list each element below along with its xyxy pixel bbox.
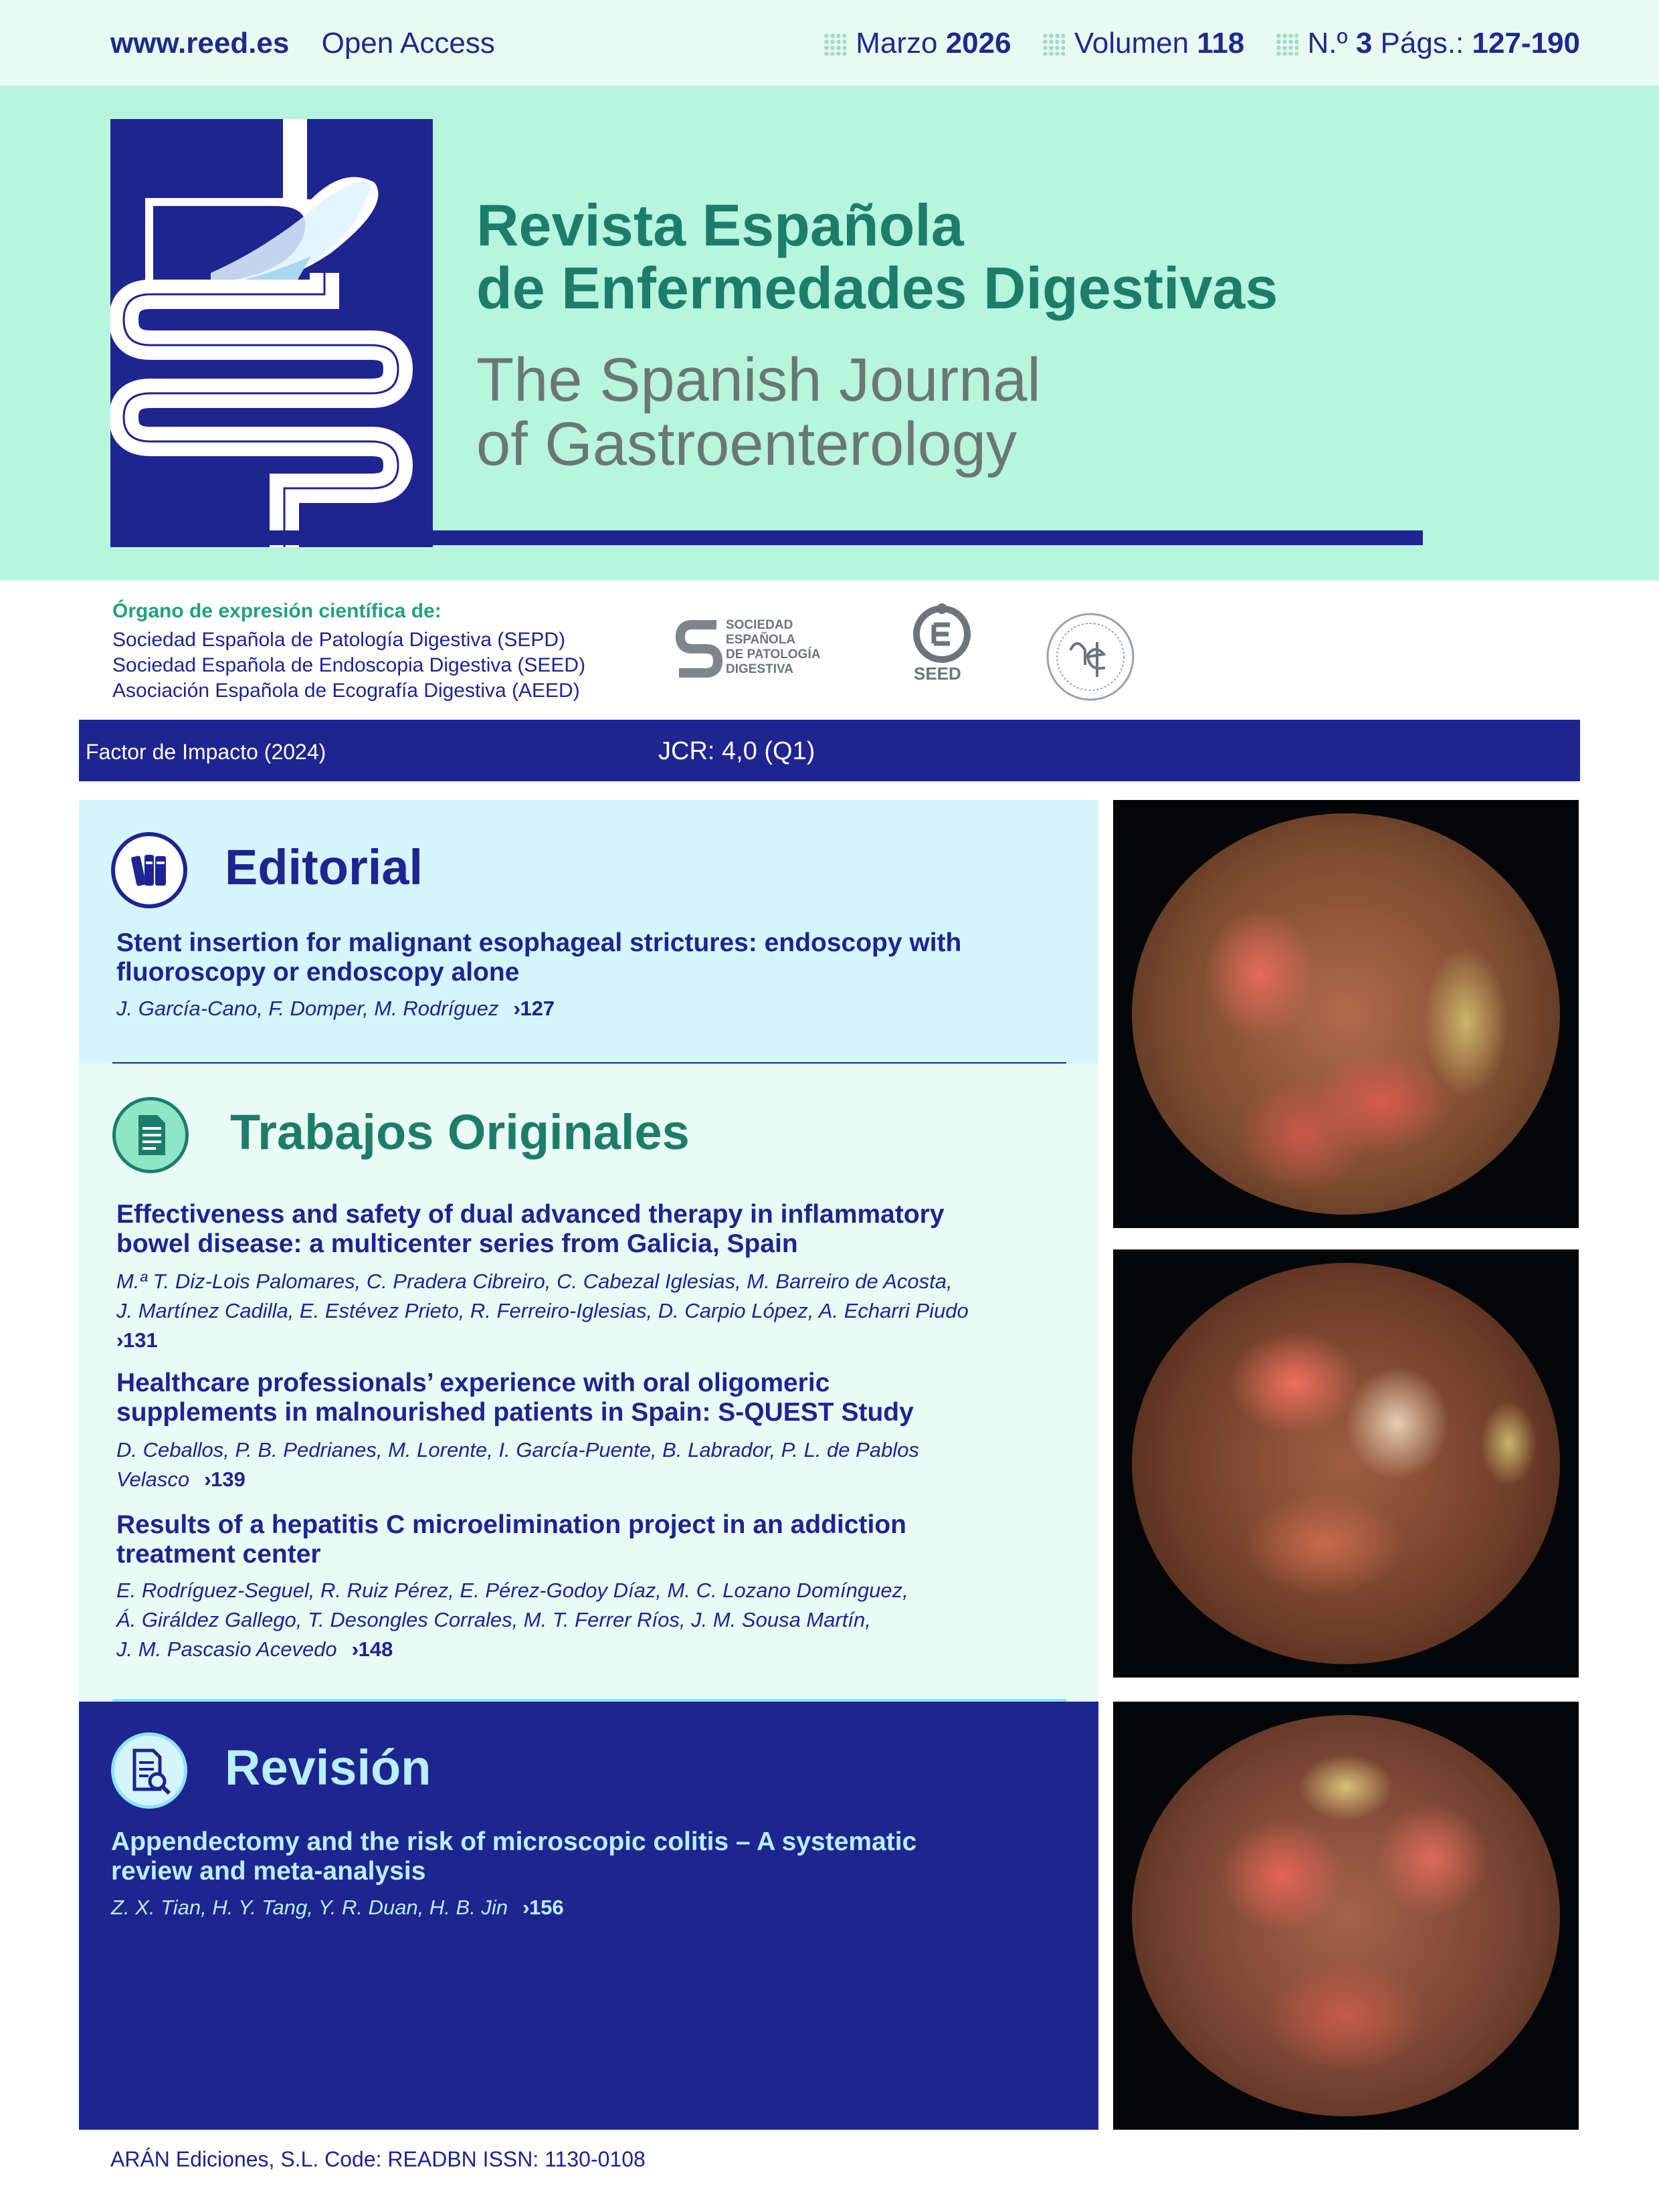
issue-info: [801, 27, 1580, 60]
article-authors: [116, 1267, 969, 1355]
section-heading-originales: Trabajos Originales: [230, 1104, 690, 1160]
endoscopy-image: [1113, 800, 1579, 1228]
website-link[interactable]: www.reed.es: [110, 27, 290, 60]
article-title-line: bowel disease: a multicenter series from Galicia, Spain: [116, 1229, 798, 1258]
journal-title-spanish: [476, 194, 1278, 320]
sepd-logo-line: DE PATOLOGÍA: [726, 647, 821, 662]
journal-header: [0, 86, 1659, 581]
title-es-line: Revista Española: [476, 192, 964, 258]
journal-title-english: [476, 348, 1041, 476]
authors-line: [116, 1326, 969, 1355]
article-title-line: Results of a hepatitis C microelimination project in an addiction: [116, 1510, 907, 1539]
authors-line: J. García-Cano, F. Domper, M. Rodríguez: [116, 997, 499, 1020]
article-title[interactable]: [116, 1510, 906, 1569]
endoscopy-view: [1132, 813, 1560, 1215]
title-es-line: de Enfermedades Digestivas: [476, 255, 1278, 321]
society-item: Asociación Española de Ecografía Digestiva (AEED): [112, 680, 580, 702]
authors-line-end: Velasco: [116, 1468, 190, 1491]
top-bar-left: [110, 27, 495, 60]
digestive-tract-icon: [110, 119, 433, 547]
article-title[interactable]: [116, 928, 961, 987]
society-item: Sociedad Española de Endoscopia Digestiva (SEED): [112, 654, 586, 676]
title-en-line: The Spanish Journal: [476, 346, 1041, 414]
article-authors: [116, 1435, 919, 1494]
aeed-seal-icon: [1044, 610, 1137, 704]
article-page[interactable]: 139: [211, 1468, 246, 1491]
document-search-icon: [111, 1732, 187, 1809]
sepd-logo-line: SOCIEDAD: [726, 618, 793, 632]
impact-factor-bar: [79, 720, 1580, 781]
impact-factor-value: JCR: 4,0 (Q1): [658, 737, 815, 765]
seed-logo: [908, 602, 975, 702]
sepd-logo-text: [726, 618, 820, 677]
endoscopy-image: [1113, 1702, 1579, 2130]
article-authors: [111, 1893, 564, 1922]
top-bar: [0, 0, 1659, 86]
page-range: 127-190: [1472, 27, 1580, 60]
article-authors: [116, 1576, 908, 1664]
dots-icon: [1276, 33, 1298, 56]
impact-factor-label: Factor de Impacto (2024): [86, 740, 326, 764]
originales-section: [79, 1064, 1098, 1702]
article-authors: [116, 994, 555, 1023]
open-access-label: Open Access: [321, 27, 495, 60]
dots-icon: [823, 33, 846, 56]
society-item: Sociedad Española de Patología Digestiva (SEPD): [112, 629, 566, 651]
societies-label: Órgano de expresión científica de:: [112, 600, 442, 622]
endoscopy-view: [1132, 1263, 1560, 1664]
article-title-line: Effectiveness and safety of dual advanced therapy in inflammatory: [116, 1200, 945, 1229]
article-title-line: treatment center: [116, 1540, 321, 1569]
authors-line: J. Martínez Cadilla, E. Estévez Prieto, R. Ferreiro-Iglesias, D. Carpio López, A. Echarri Piudo: [116, 1299, 969, 1322]
books-icon: [111, 832, 187, 908]
article-page[interactable]: 131: [123, 1328, 158, 1352]
article-title-line: supplements in malnourished patients in Spain: S-QUEST Study: [116, 1398, 914, 1427]
article-title-line: Appendectomy and the risk of microscopic colitis – A systematic: [111, 1827, 917, 1856]
journal-logo: [110, 119, 433, 547]
authors-line-end: J. M. Pascasio Acevedo: [116, 1637, 337, 1661]
issue-month: Marzo: [856, 27, 938, 60]
publisher-footer: ARÁN Ediciones, S.L. Code: READBN ISSN: 1130-0108: [110, 2147, 646, 2171]
authors-line: D. Ceballos, P. B. Pedrianes, M. Lorente, I. García-Puente, B. Labrador, P. L. de Pablos: [116, 1438, 919, 1462]
title-en-line: of Gastroenterology: [476, 410, 1017, 478]
sepd-logo: [672, 613, 833, 686]
sepd-logo-line: DIGESTIVA: [726, 662, 793, 676]
societies-list: [112, 627, 585, 704]
header-divider: [110, 530, 1423, 545]
article-title[interactable]: [116, 1200, 945, 1259]
volume-number: 118: [1197, 27, 1245, 60]
authors-line: Á. Giráldez Gallego, T. Desongles Corrales, M. T. Ferrer Ríos, J. M. Sousa Martín,: [116, 1608, 871, 1631]
volume-label: Volumen: [1074, 27, 1189, 60]
seed-logo-text: SEED: [914, 664, 961, 684]
article-page[interactable]: 148: [358, 1637, 393, 1661]
article-title[interactable]: [111, 1827, 916, 1886]
number-label: N.º: [1307, 27, 1348, 60]
dots-icon: [1042, 33, 1065, 56]
authors-line: M.ª T. Diz-Lois Palomares, C. Pradera Cibreiro, C. Cabezal Iglesias, M. Barreiro de Acosta,: [116, 1270, 953, 1293]
sepd-s-icon: [672, 613, 726, 686]
issue-number: 3: [1355, 27, 1373, 60]
document-icon: [112, 1097, 189, 1173]
aeed-logo: [1044, 610, 1137, 704]
article-title[interactable]: [116, 1369, 914, 1427]
section-heading-editorial: Editorial: [225, 839, 423, 895]
sepd-logo-line: ESPAÑOLA: [726, 633, 796, 647]
revision-section: [79, 1702, 1098, 2130]
article-title-line: review and meta-analysis: [111, 1857, 426, 1886]
endoscopy-view: [1132, 1715, 1560, 2116]
editorial-section: [79, 800, 1098, 1064]
article-title-line: Healthcare professionals’ experience with oral oligomeric: [116, 1369, 830, 1397]
authors-line: [116, 1635, 908, 1664]
issue-year: 2026: [945, 27, 1011, 60]
article-title-line: Stent insertion for malignant esophageal strictures: endoscopy with: [116, 928, 962, 957]
article-title-line: fluoroscopy or endoscopy alone: [116, 958, 520, 987]
pages-label: Págs.:: [1380, 27, 1464, 60]
authors-line: E. Rodríguez-Seguel, R. Ruiz Pérez, E. Pérez-Godoy Díaz, M. C. Lozano Domínguez,: [116, 1579, 908, 1602]
section-heading-revision: Revisión: [225, 1740, 431, 1795]
authors-line: Z. X. Tian, H. Y. Tang, Y. R. Duan, H. B. Jin: [111, 1896, 508, 1919]
article-page[interactable]: 156: [529, 1896, 564, 1919]
authors-line: [116, 1465, 919, 1494]
endoscopy-image: [1113, 1249, 1579, 1678]
seed-emblem-icon: [908, 602, 975, 664]
article-page[interactable]: 127: [520, 997, 555, 1020]
